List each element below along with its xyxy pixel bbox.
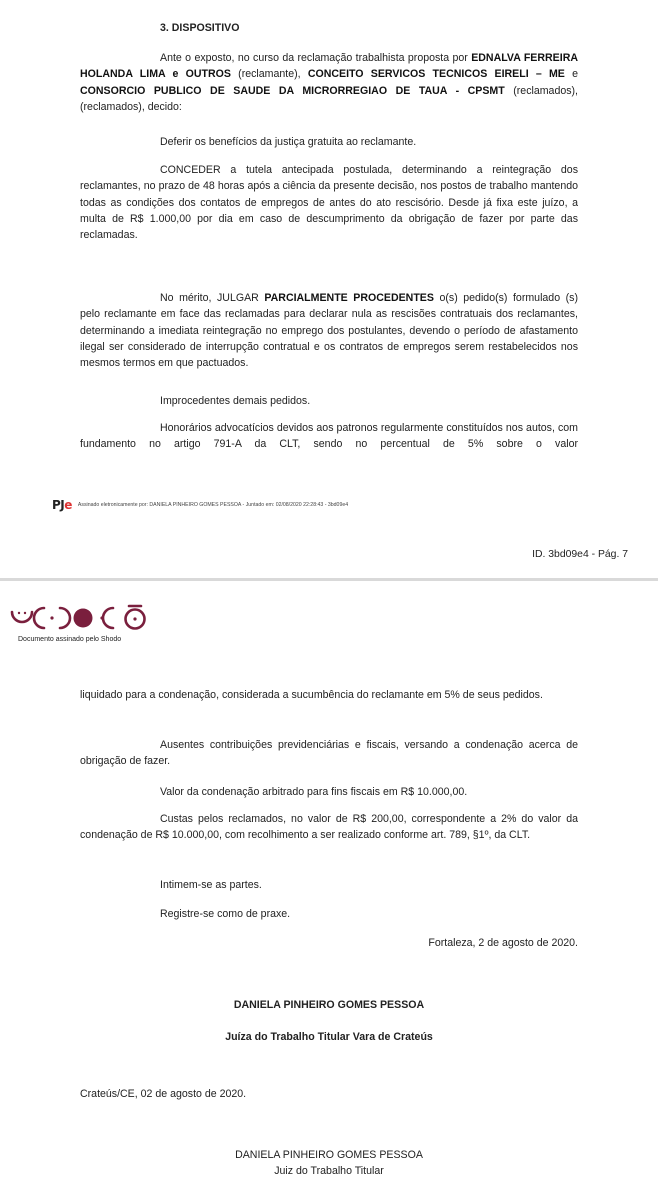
electronic-signature-line: Assinado eletronicamente por: DANIELA PINHEIRO GOMES PESSOA - Juntado em: 02/08/2020 22:28:43 - 3bd09e4 xyxy=(77,502,349,508)
document-page-7 xyxy=(0,0,658,578)
text-run: Ante o exposto, no curso da reclamação trabalhista proposta por xyxy=(160,52,472,64)
defendant-name-2: CONSORCIO PUBLICO DE SAUDE DA MICRORREGIAO DE TAUA - CPSMT xyxy=(80,84,505,97)
text-run: No mérito, JULGAR xyxy=(160,292,265,304)
paragraph-custas: Custas pelos reclamados, no valor de R$ 200,00, correspondente a 2% do valor da condenação de R$ 10.000,00, com recolhimento a ser realizado conforme art. 789, §1º, da CLT. xyxy=(80,813,578,842)
text-run: (reclamante), xyxy=(230,68,308,81)
section-title: 3. DISPOSITIVO xyxy=(160,22,240,34)
judge-title: Juíza do Trabalho Titular Vara de Crateús xyxy=(225,1031,433,1043)
paragraph-tutela-antecipada: CONCEDER a tutela antecipada postulada, determinando a reintegração dos reclamantes, no prazo de 48 horas após a ciência da presente decisão, nos postos de trabalho mantendo todas as condições dos contatos de empregos de antes do ato rescisório. Desde já fixa este juízo, a multa de R$ 1.000,00 por dia em caso de descumprimento da obrigação de fazer por parte das reclamadas. xyxy=(80,164,578,242)
place-and-date-2: Crateús/CE, 02 de agosto de 2020. xyxy=(80,1088,247,1100)
signature-name: DANIELA PINHEIRO GOMES PESSOA xyxy=(235,1149,423,1161)
paragraph-sucumbencia: liquidado para a condenação, considerada a sucumbência do reclamante em 5% de seus pedidos. xyxy=(80,689,543,701)
paragraph-contribuicoes: Ausentes contribuições previdenciárias e fiscais, versando a condenação acerca de obrigação de fazer. xyxy=(80,739,578,768)
pje-logo-icon: PJe xyxy=(52,498,72,512)
place-and-date: Fortaleza, 2 de agosto de 2020. xyxy=(428,937,578,949)
paragraph-intimem: Intimem-se as partes. xyxy=(160,879,262,891)
claimant-name: EDNALVA FERREIRA HOLANDA LIMA e OUTROS xyxy=(80,52,578,81)
paragraph-valor-condenacao: Valor da condenação arbitrado para fins fiscais em R$ 10.000,00. xyxy=(160,786,468,798)
shodo-logo-icon xyxy=(8,603,150,631)
verdict-term: PARCIALMENTE PROCEDENTES xyxy=(264,292,434,304)
text-run: (reclamados), (reclamados), decido: xyxy=(80,84,578,113)
defendant-name-1: CONCEITO SERVICOS TECNICOS EIRELI – ME xyxy=(307,68,565,81)
page-id: ID. 3bd09e4 - Pág. 7 xyxy=(532,549,628,560)
paragraph-merito xyxy=(80,290,578,371)
paragraph-honorarios: Honorários advocatícios devidos aos patronos regularmente constituídos nos autos, com fundamento no artigo 791-A da CLT, sendo no percentual de 5% sobre o valor xyxy=(80,422,578,451)
document-page-8 xyxy=(0,581,658,1200)
signature-title: Juiz do Trabalho Titular xyxy=(274,1165,384,1177)
paragraph-dispositivo-intro xyxy=(80,50,578,115)
text-run: o(s) pedido(s) formulado (s) pelo reclamante em face das reclamadas para declarar nula as rescisões contratuais dos reclamantes, determinando a imediata reintegração no emprego dos postulantes, devendo o período de afastamento ilegal ser considerado de interrupção contratual e os contratos de empregos serem restabelecidos nos mesmos termos em que pactuados. xyxy=(80,292,578,370)
logo-caption: Documento assinado pelo Shodo xyxy=(18,636,122,643)
text-run: e xyxy=(564,68,578,81)
paragraph-justica-gratuita: Deferir os benefícios da justiça gratuita ao reclamante. xyxy=(160,136,417,148)
paragraph-improcedentes: Improcedentes demais pedidos. xyxy=(160,395,311,407)
judge-name: DANIELA PINHEIRO GOMES PESSOA xyxy=(233,999,425,1011)
paragraph-registre: Registre-se como de praxe. xyxy=(160,908,291,920)
pje-signature-footer xyxy=(52,498,348,512)
